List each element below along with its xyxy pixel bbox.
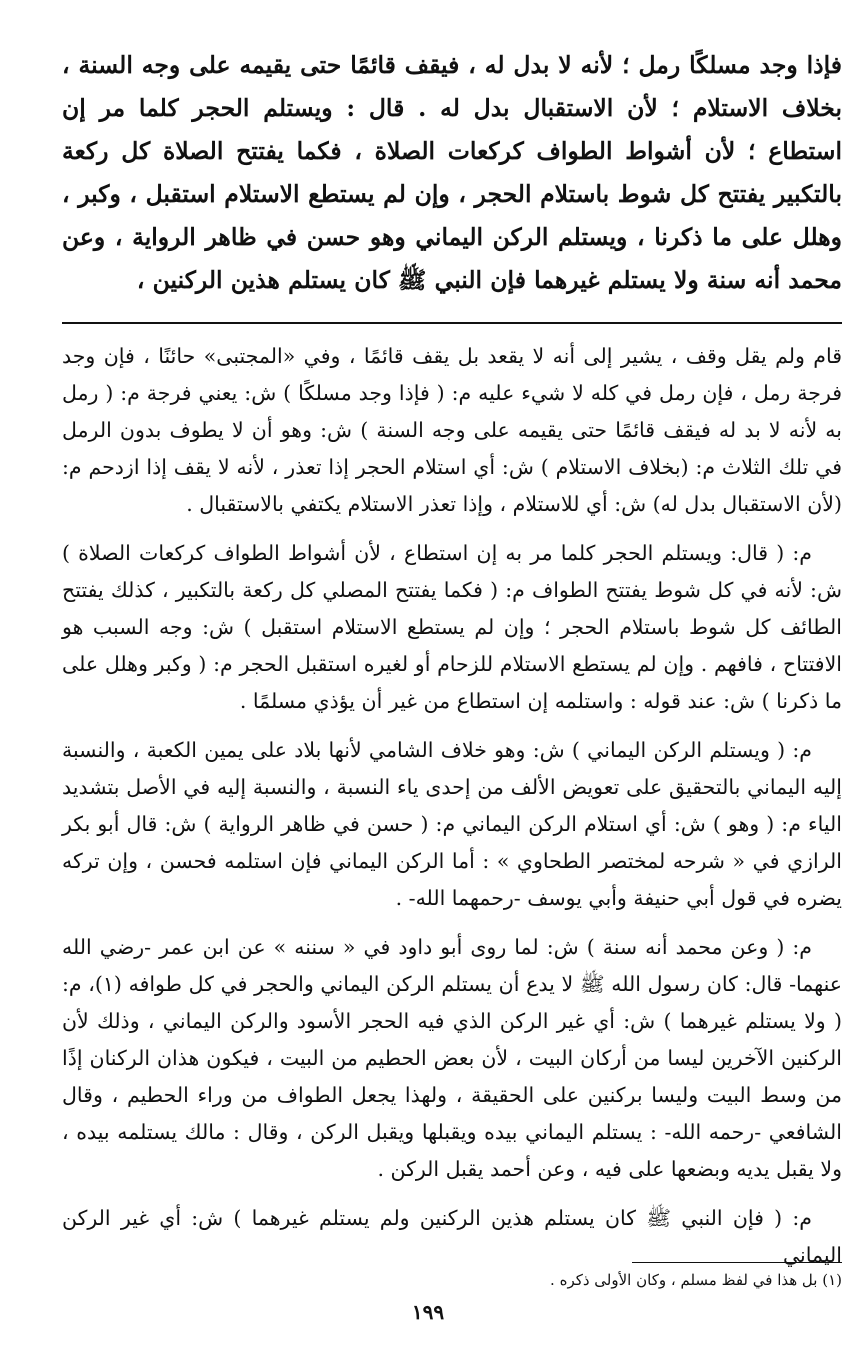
sharh-paragraph-2: م: ( قال: ويستلم الحجر كلما مر به إن استطاع ، لأن أشواط الطواف كركعات الصلاة ) ش: لأنه في كل شوط يفتتح الطواف م: ( فكما يفتتح المصلي كل ركعة بالتكبير ، كذلك يفتتح الطائف كل شوط باستلام الحجر ؛ وإن لم يستطع الاستلام استقبل ) ش: وجه السبب هو الافتتاح ، فافهم . وإن لم يستطع الاستلام للزحام أو لغيره استقبل الحجر م: ( وكبر وهلل على ما ذكرنا ) ش: عند قوله : واستلمه إن استطاع من غير أن يؤذي مسلمًا . (62, 541, 842, 713)
sharh-commentary (62, 338, 842, 1274)
page-number: ١٩٩ (411, 1300, 445, 1324)
sharh-paragraph-1: قام ولم يقل وقف ، يشير إلى أنه لا يقعد بل يقف قائمًا ، وفي «المجتبى» حائنًا ، فإن وجد فرجة رمل ، فإن رمل في كله لا شيء عليه م: ( فإذا وجد مسلكًا ) ش: يعني فرجة م: ( رمل به لأنه لا بد له فيقف قائمًا حتى يقيمه على وجه السنة ) ش: وهو أن لا يطوف بدون الرمل في تلك الثلاث م: (بخلاف الاستلام ) ش: أي استلام الحجر إذا تعذر ، لأنه لا يقف إذا ازدحم م: (لأن الاستقبال بدل له) ش: أي للاستلام ، وإذا تعذر الاستلام يكتفي بالاستقبال . (62, 344, 842, 516)
footnote-area (62, 1262, 842, 1291)
footnote-text: (١) بل هذا في لفظ مسلم ، وكان الأولى ذكره . (550, 1271, 842, 1289)
footnote-separator-line (632, 1262, 842, 1263)
matn-text: فإذا وجد مسلكًا رمل ؛ لأنه لا بدل له ، فيقف قائمًا حتى يقيمه على وجه السنة ، بخلاف الاستلام ؛ لأن الاستقبال بدل له . قال : ويستلم الحجر كلما مر إن استطاع ؛ لأن أشواط الطواف كركعات الصلاة ، فكما يفتتح الصلاة كل ركعة بالتكبير يفتتح كل شوط باستلام الحجر ، وإن لم يستطع الاستلام استقبل ، وكبر ، وهلل على ما ذكرنا ، ويستلم الركن اليماني وهو حسن في ظاهر الرواية ، وعن محمد أنه سنة ولا يستلم غيرهما فإن النبي ﷺ كان يستلم هذين الركنين ، (62, 51, 842, 294)
sharh-paragraph-5: م: ( فإن النبي ﷺ كان يستلم هذين الركنين ولم يستلم غيرهما ) ش: أي غير الركن اليماني (62, 1206, 842, 1267)
matn-separator-line (62, 322, 842, 324)
sharh-paragraph-3: م: ( ويستلم الركن اليماني ) ش: وهو خلاف الشامي لأنها بلاد على يمين الكعبة ، والنسبة إليه اليماني بالتحقيق على تعويض الألف من إحدى ياء النسبة ، والنسبة إليه في الأصل بتشديد الياء م: ( وهو ) ش: أي استلام الركن اليماني م: ( حسن في ظاهر الرواية ) ش: قال أبو بكر الرازي في « شرحه لمختصر الطحاوي » : أما الركن اليماني فإن استلمه فحسن ، وإن تركه يضره في قول أبي حنيفة وأبي يوسف -رحمهما الله- . (62, 738, 842, 910)
sharh-paragraph-4: م: ( وعن محمد أنه سنة ) ش: لما روى أبو داود في « سننه » عن ابن عمر -رضي الله عنهما- قال: كان رسول الله ﷺ لا يدع أن يستلم الركن اليماني والحجر في كل طوافه (١)، م: ( ولا يستلم غيرهما ) ش: أي غير الركن الذي فيه الحجر الأسود والركن اليماني ، وذلك لأن الركنين الآخرين ليسا من أركان البيت ، لأن بعض الحطيم من البيت ، فيكون هذان الركنان إذًا من وسط البيت وليسا بركنين على الحقيقة ، ولهذا يجعل الطواف من وراء الحطيم ، وقال الشافعي -رحمه الله- : يستلم اليماني بيده ويقبلها ويقبل الركن ، وقال : مالك يستلمه بيده ، ولا يقبل يديه وبضعها على فيه ، وعن أحمد يقبل الركن . (62, 935, 843, 1181)
page-body (62, 44, 842, 1286)
